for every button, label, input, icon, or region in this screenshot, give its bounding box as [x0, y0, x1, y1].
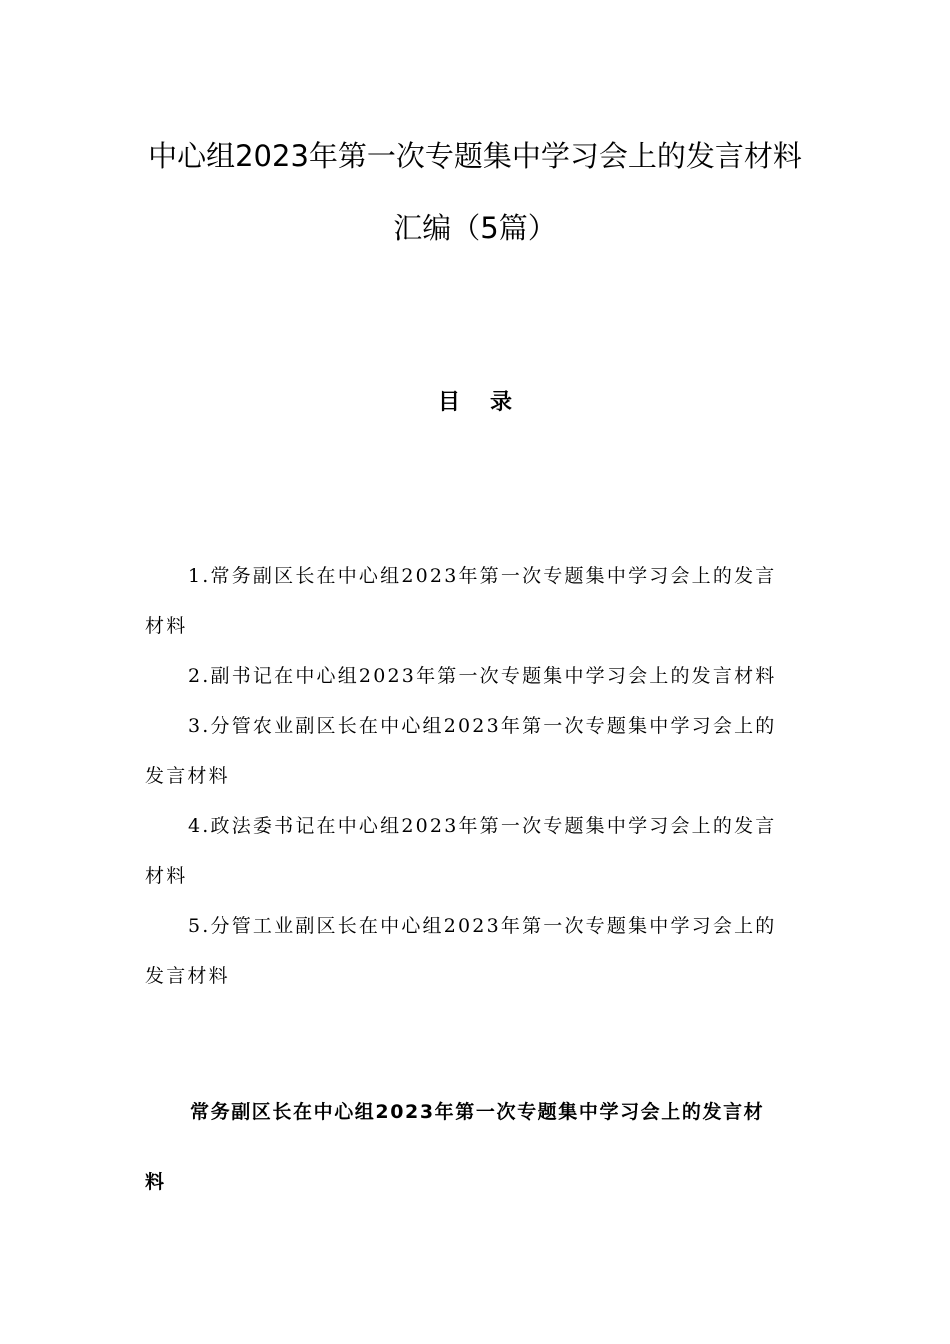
- toc-item-5-line-2: 发言材料: [145, 965, 230, 987]
- toc-item-1-line-1: 1.常务副区长在中心组2023年第一次专题集中学习会上的发言: [188, 565, 777, 587]
- document-title-line-2: 汇编（5篇）: [393, 211, 557, 245]
- toc-item-2-line-1: 2.副书记在中心组2023年第一次专题集中学习会上的发言材料: [188, 665, 777, 687]
- toc-item-3-line-2: 发言材料: [145, 765, 230, 787]
- section-title-line-2: 料: [145, 1171, 166, 1193]
- toc-item-5-line-1: 5.分管工业副区长在中心组2023年第一次专题集中学习会上的: [188, 915, 777, 937]
- toc-item-4-line-2: 材料: [145, 865, 188, 887]
- toc-heading: 目录: [437, 390, 542, 415]
- document-title-line-1: 中心组2023年第一次专题集中学习会上的发言材料: [148, 139, 802, 173]
- toc-item-1-line-2: 材料: [145, 615, 188, 637]
- section-title-line-1: 常务副区长在中心组2023年第一次专题集中学习会上的发言材: [190, 1101, 765, 1123]
- toc-item-4-line-1: 4.政法委书记在中心组2023年第一次专题集中学习会上的发言: [188, 815, 777, 837]
- toc-item-3-line-1: 3.分管农业副区长在中心组2023年第一次专题集中学习会上的: [188, 715, 777, 737]
